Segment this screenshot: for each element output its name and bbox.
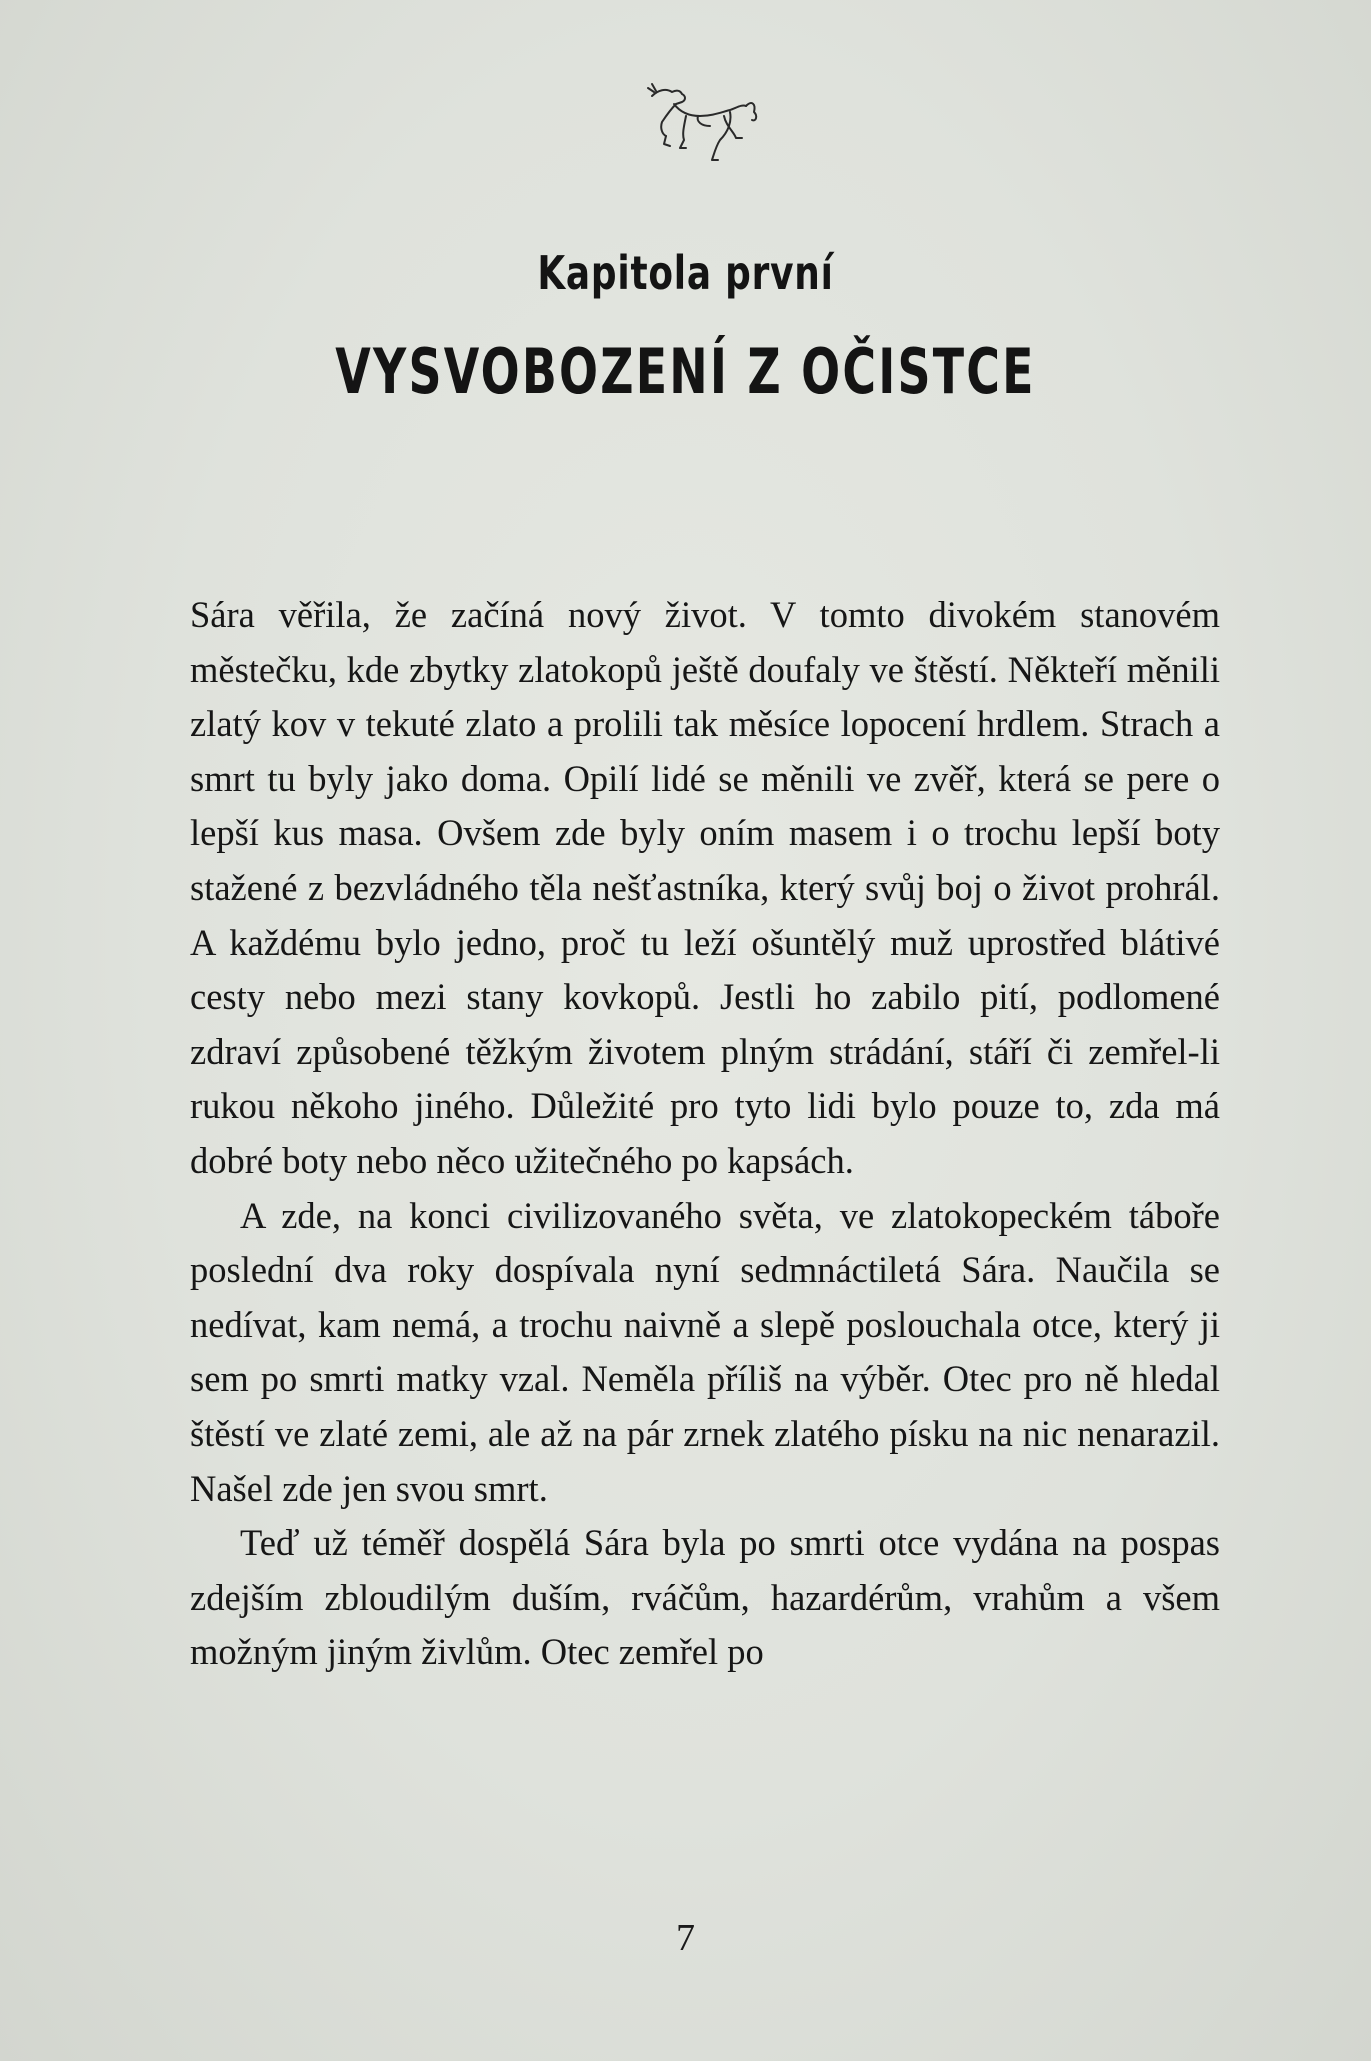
chapter-label: Kapitola první [537, 246, 834, 300]
page-number: 7 [676, 1917, 695, 1959]
running-horse-icon [640, 82, 770, 182]
paragraph: A zde, na konci civilizovaného světa, ve zlatokopeckém táboře poslední dva roky dospívala nyní sedmnáctiletá Sára. Naučila se nedívat, kam nemá, a trochu naivně a slepě poslouchala otce, který ji sem po smrti matky vzal. Neměla příliš na výběr. Otec pro ně hledal štěstí ve zlaté zemi, ale až na pár zrnek zlatého písku na nic nenarazil. Našel zde jen svou smrt. [190, 1194, 1220, 1509]
paragraph: Sára věřila, že začíná nový život. V tomto divokém stanovém městečku, kde zbytky zlatokopů ještě doufaly ve štěstí. Někteří měnili zlatý kov v tekuté zlato a prolili tak měsíce lopocení hrdlem. Strach a smrt tu byly jako doma. Opilí lidé se měnili ve zvěř, která se pere o lepší kus masa. Ovšem zde byly oním masem i o trochu lepší boty stažené z bezvládného těla nešťastníka, který svůj boj o život prohrál. A každému bylo jedno, proč tu leží ošuntělý muž uprostřed blátivé cesty nebo mezi stany kovkopů. Jestli ho zabilo pití, podlomené zdraví způsobené těžkým životem plným strádání, stáří či zemřel-li rukou někoho jiného. Důležité pro tyto lidi bylo pouze to, zda má dobré boty nebo něco užitečného po kapsách. [190, 594, 1220, 1181]
chapter-title: VYSVOBOZENÍ Z OČISTCE [335, 335, 1036, 408]
paragraph: Teď už téměř dospělá Sára byla po smrti otce vydána na pospas zdejším zbloudilým duším, rváčům, hazardérům, vrahům a všem možným jiným živlům. Otec zemřel po [190, 1522, 1220, 1673]
chapter-body [190, 588, 1220, 1680]
